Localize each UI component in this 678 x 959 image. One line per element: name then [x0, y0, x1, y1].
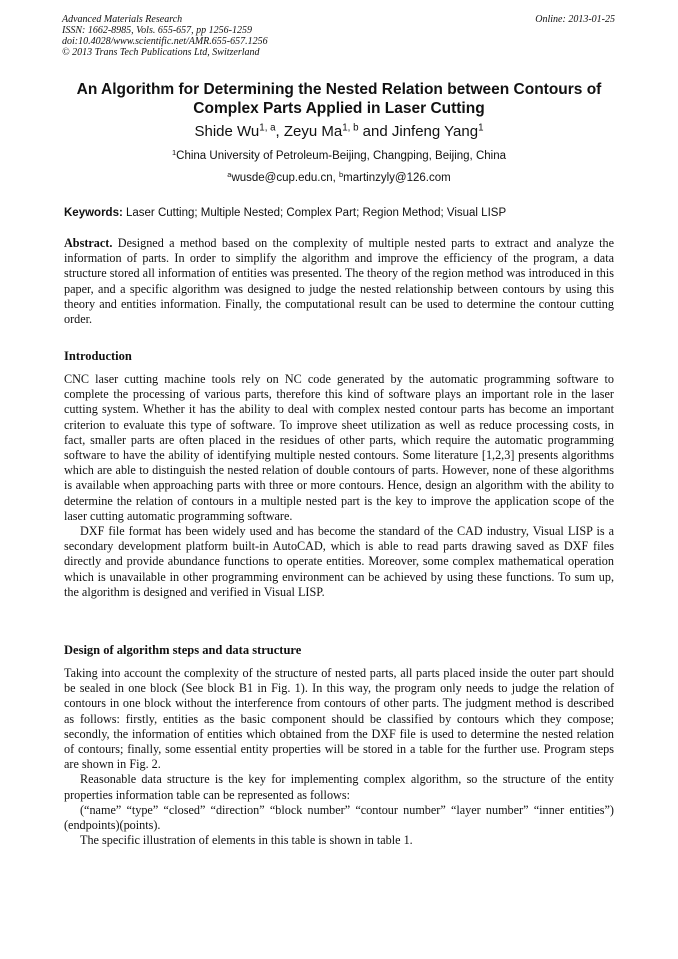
affiliation-sup: 1 [172, 147, 177, 157]
author-separator-2: and [358, 123, 392, 140]
author-1-sup: 1, a [259, 122, 276, 134]
design-heading: Design of algorithm steps and data structure [64, 643, 302, 657]
design-paragraph-3: (“name” “type” “closed” “direction” “block number” “contour number” “layer number” “inner entities”)(endpoints)(points). [64, 802, 614, 833]
keywords [64, 206, 624, 220]
keywords-label: Keywords: [64, 207, 123, 219]
doi-line: doi:10.4028/www.scientific.net/AMR.655-657.1256 [62, 36, 268, 47]
abstract-text: Designed a method based on the complexity of multiple nested parts to extract and analyze the information of parts. In order to simplify the algorithm and improve the efficiency of the program, a data structure stored all information of entities was presented. The theory of the region method was introduced in this paper, and a specific algorithm was designed to judge the nested relationship between contours by using this theory and entities information. Finally, the computational result can be used to determine the contour cutting order. [64, 236, 614, 327]
author-separator-1: , [275, 123, 284, 140]
introduction-body [64, 372, 614, 600]
title-line-2: Complex Parts Applied in Laser Cutting [193, 100, 485, 117]
affiliation [40, 149, 638, 163]
author-3-sup: 1 [478, 122, 484, 134]
online-date: Online: 2013-01-25 [535, 14, 615, 25]
affiliation-text: China University of Petroleum-Beijing, Changping, Beijing, China [176, 150, 506, 162]
keywords-text: Laser Cutting; Multiple Nested; Complex Part; Region Method; Visual LISP [122, 207, 507, 219]
email-a-sup: a [227, 169, 232, 179]
journal-name: Advanced Materials Research [62, 14, 183, 25]
design-paragraph-4: The specific illustration of elements in this table is shown in table 1. [80, 833, 413, 848]
abstract-label: Abstract. [64, 236, 113, 250]
copyright-line: © 2013 Trans Tech Publications Ltd, Switzerland [62, 47, 260, 58]
design-paragraph-2: Reasonable data structure is the key for implementing complex algorithm, so the structure of the entity properties information table can be represented as follows: [64, 772, 614, 802]
author-1: Shide Wu [194, 123, 260, 140]
introduction-heading: Introduction [64, 349, 132, 363]
email-b-sup: b [339, 169, 344, 179]
intro-paragraph-1: CNC laser cutting machine tools rely on NC code generated by the automatic programming software to complete the processing of various parts, therefore this kind of software plays an important role in the laser cutting system. Whether it has the ability to deal with complex nested contour parts has become an important criterion to evaluate this type of software. To improve sheet utilization as well as reduce processing costs, in fact, smaller parts are often placed in the residues of other parts, which require the automatic programming software to have the ability of identifying multiple nested contours. Some literature [1,2,3] presents algorithms which are able to distinguish the nested relation of double contours of parts. However, none of these algorithms is available when approaching parts with three or more contours. Hence, design an algorithm with the ability to determine the relation of contours in a multiple nested part is the key to improve the application scope of the laser cutting automatic programming software. [64, 372, 614, 523]
paper-title [40, 80, 638, 118]
issn-line: ISSN: 1662-8985, Vols. 655-657, pp 1256-1259 [62, 25, 252, 36]
intro-paragraph-2: DXF file format has been widely used and has become the standard of the CAD industry, Visual LISP is a secondary development platform built-in AutoCAD, which is able to read parts drawing saved as DXF files directly and provide abundance functions to operate entities. Moreover, some complex mathematical operation which is unavailable in other programming environment can be achieved by using these functions. To sum up, the algorithm is designed and verified in Visual LISP. [64, 524, 614, 599]
author-emails [40, 171, 638, 185]
author-3: Jinfeng Yang [391, 123, 479, 140]
email-a: wusde@cup.edu.cn [231, 172, 333, 184]
abstract [64, 236, 614, 327]
journal-header [62, 14, 615, 58]
design-paragraph-1: Taking into account the complexity of the structure of nested parts, all parts placed inside the outer part should be sealed in one block (See block B1 in Fig. 1). In this way, the program only needs to judge the relation of contours in one block without the interference from contours of other parts. The judgment method is described as follows: firstly, entities as the basic component should be classified by contours which they compose; secondly, the information of entities which obtained from the DXF file is used to determine the nested relation of contours; finally, some essential entity properties will be stored in a table for the further use. Program steps are shown in Fig. 2. [64, 666, 614, 772]
author-list [40, 123, 638, 141]
design-body [64, 666, 614, 848]
author-2: Zeyu Ma [283, 123, 343, 140]
author-2-sup: 1, b [342, 122, 359, 134]
title-line-1: An Algorithm for Determining the Nested Relation between Contours of [76, 81, 602, 98]
email-separator: , [332, 172, 340, 184]
email-b: martinzyly@126.com [343, 172, 451, 184]
